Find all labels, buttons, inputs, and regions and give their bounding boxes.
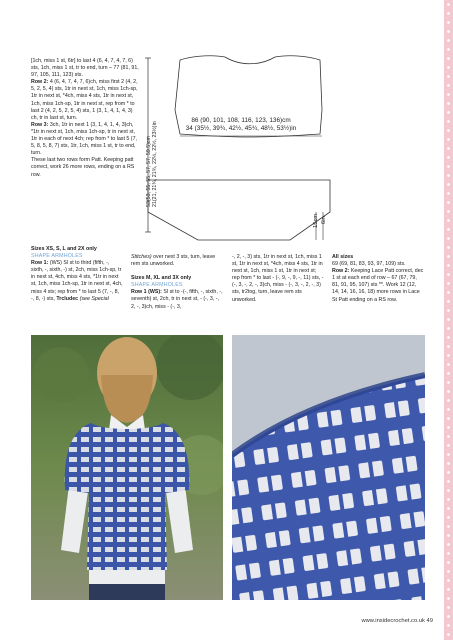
sleeve-measure-in: 6in: [321, 216, 327, 224]
row2-text: 4 (6, 4, 7, 4, 7, 6)ch, miss first 2 (4, 2, 5, 2, 5, 4) sts, 1tr in next st, 1ch, miss 1ch-sp, 1tr in next st, *4ch, miss 4 sts, 1tr in next st, 1ch, miss 1ch-sp, 1tr in next st, rep from * to last 2 (4, 2, 5, 2, 5, 4) sts, 1 (3, 1, 4, 1, 4, 3) ch, tr in last st, turn.: [31, 79, 138, 121]
row1-heading-2: Row 1 (WS):: [131, 289, 162, 296]
pattern-column-bottom-2: Stitches) over next 3 sts, turn, leave rem sts unworked. Sizes M, XL and 3X only SHAPE ARMHOLES Row 1 (WS): Sl st to -(-, fifth, -, sixth, -, seventh) st, 2ch, tr in next st, - (-, 3, -, 2, -, 3)ch, miss - (-, 3,: [131, 254, 223, 310]
sleeve-measure-cm: 15cm: [313, 213, 319, 228]
website-link[interactable]: www.insidecrochet.co.uk: [361, 618, 425, 624]
row2-heading: Row 2:: [31, 79, 49, 86]
trcludec-label: Trcludec: [56, 295, 79, 302]
decorative-page-edge: [444, 0, 453, 640]
pattern-outro: These last two rows form Patt. Keeping patt correct, work 26 more rows, ending on a RS row.: [31, 157, 135, 178]
garment-schematic: [140, 52, 440, 242]
pattern-column-bottom-1: Sizes XS, S, L and 2X only SHAPE ARMHOLES Row 1: (WS) Sl st to third (fifth, -, sixth, -, sixth, -) st, 2ch, miss 1ch-sp, tr in next st, 4ch, miss 4 sts, *1tr in next st, 1ch, miss 1ch-sp, 1tr in next st, 4ch, miss 4 sts; rep from * to last 5 (7, -, 8, -, 8, -) sts, Trcludec (see Special: [31, 246, 123, 302]
row3-heading: Row 3:: [31, 121, 49, 128]
all-sizes-heading: All sizes: [332, 254, 354, 260]
pattern-column-1: [31, 58, 141, 179]
body-measurement-label: 86 (90, 101, 108, 116, 123, 136)cm 34 (35½, 39¾, 42½, 45¾, 48½, 53½)in: [185, 117, 297, 132]
page-number: 49: [426, 618, 433, 624]
page-footer: [300, 618, 433, 624]
model-back-photo: [31, 335, 223, 600]
section-heading-1: SHAPE ARMHOLES: [31, 253, 83, 260]
sizes-heading-2: Sizes M, XL and 3X only: [131, 275, 192, 282]
row1-heading-1: Row 1:: [31, 260, 49, 267]
row2-heading-b: Row 2:: [332, 268, 350, 275]
section-heading-2: SHAPE ARMHOLES: [131, 282, 183, 289]
pattern-column-bottom-4: All sizes 69 (69, 81, 83, 93, 97, 109) sts. Row 2: Keeping Lace Patt correct, dec 1 st at each end of row – 67 (67, 79, 81, 91, 95, 107) sts **. Work 12 (12, 14, 14, 16, 16, 18) more rows in Lace St Patt ending on a RS row.: [332, 254, 424, 303]
bottom-piece-outline: [148, 180, 330, 240]
stitch-detail-photo: [232, 335, 425, 600]
row3-text: 3ch, 1tr in next 1 (3, 1, 4, 1, 4, 3)ch, *1tr in next st, 1ch, miss 1ch-sp, tr in next st, 1tr in each of next 4ch; rep from * to last 5 (7, 5, 8, 5, 8, 7) sts, 1tr, 1ch, miss 1 st, tr to end, turn.: [31, 121, 137, 157]
side-measurement-label: 53(53, 55, 55, 57, 57, 59.5)cm 21(21, 21¾, 21¾, 22½, 22½, 23½)in: [146, 121, 158, 207]
pattern-column-bottom-3: -, 2, -, 3) sts, 1tr in next st, 1ch, miss 1 st, 1tr in next st, *4ch, miss 4 sts, 1tr in next st, 1ch, miss 1 st, 1tr in next st; rep from * to last - (-, 9, -, 9, -, 11) sts, - (-, 3, -, 2, -, 3)ch, miss - (-, 3, -, 2, -, 3) sts, tr2tog, turn, leave rem sts unworked.: [232, 254, 324, 303]
sizes-heading-1: Sizes XS, S, L and 2X only: [31, 246, 97, 252]
pattern-intro: [1ch, miss 1 st, 6tr] to last 4 (6, 4, 7, 4, 7, 6) sts, 1ch, miss 1 st, tr to end, turn – 77 (81, 91, 97, 105, 111, 123) sts.: [31, 58, 139, 79]
